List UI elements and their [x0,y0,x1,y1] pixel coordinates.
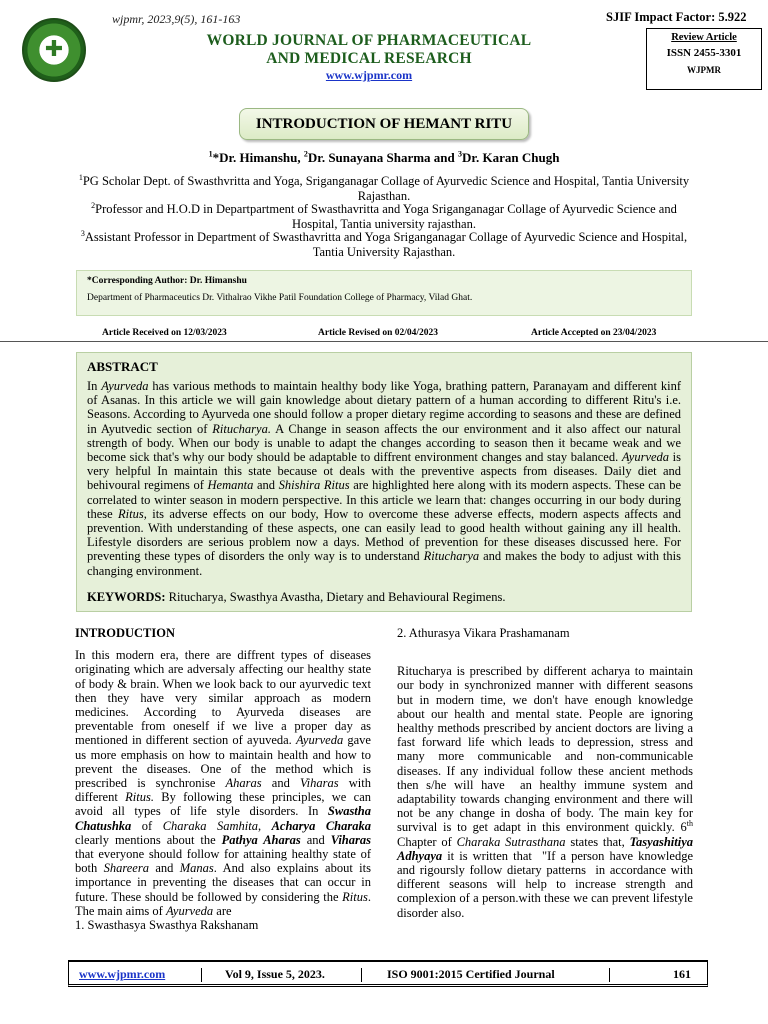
issn-box [646,28,762,90]
author-list [0,150,768,166]
footer-separator [361,968,362,982]
abstract-text: In Ayurveda has various methods to maintain healthy body like Yoga, brathing pattern, Paranayam and different kinf of Asanas. In this article we will gain knowledge about dietary pattern of a human according to different Ritu's i.e. Seasons. According to Ayurveda one should follow a proper dietary regime according to seasons and these are defined in Ayutvedic section of Ritucharya. A Change in season affects the our environment and it also affect our natural strength of body. When our body is unable to adapt the changes according to season then it became weak and we become sick that's why our body should be adaptable to diffrent environment changes and stay balanced. Ayurveda is very helpful In maintain this state because ot deals with the preventive aspects from diseases. Daily diet and behivoural regimens of Hemanta and Shishira Ritus are highlighted here along with its modern aspects. These can be correlated to winter season in modern perspective. In this article we learn that: changes occurring in our body during these Ritus, its adverse effects on our body, How to overcome these adverse effects, modern aspects affects and prevention. With understanding of these aspects, one can easily lead to good health without gaining any ill health. Lifestyle disorders are serious problem now a days. Method of prevention for these diseases discussed here. For preventing these types of disorders the only way is to understand Ritucharya and makes the body to adjust with this changing environment. [87,379,682,578]
issn: ISSN 2455-3301 [666,47,742,59]
author-1: *Dr. Himanshu, [212,150,304,165]
keywords [87,590,681,605]
footer-volume: Vol 9, Issue 5, 2023. [225,967,325,981]
page-footer [68,960,708,987]
footer-page-number: 161 [673,967,691,981]
affiliation-3-sup: 3 [80,228,85,238]
author-2-sup: 2 [303,149,308,159]
footer-separator [201,968,202,982]
right-column [397,626,693,920]
affiliation-3 [76,230,692,259]
affiliation-2 [76,202,692,231]
affiliation-2-sup: 2 [91,200,96,210]
paper-title: INTRODUCTION OF HEMANT RITU [239,108,529,140]
affiliation-3-text: Assistant Professor in Department of Swasthavritta and Yoga Sriganganagar Collage of Ayurvedic Science and Hospital, Tantia University Rajasthan. [84,230,688,259]
introduction-paragraph: In this modern era, there are diffrent types of diseases originating which are adversaly affecting our healthy state of body & brain. When we look back to our ayurvedic text then they have very similar approach as modern medicines. According to Ayurveda diseases are preventable from oneself if we live a proper day as mentioned in different section of ayuveda. Ayurveda gave us more emphasis on how to maintain health and how to prevent the diseases. One of the method which is prescribed is synchronise Aharas and Viharas with different Ritus. By following these principles, we can avoid all types of life style disorders. In Swastha Chatushka of Charaka Samhita, Acharya Charaka clearly mentions about the Pathya Aharas and Viharas that everyone should follow for attaining healthy state of both Shareera and Manas. And also explains about its importance in preventing the diseases that can occur in future. These should be followed by considering the Ritus. The main aims of Ayurveda are [75,648,372,918]
header-divider [0,341,768,342]
corresponding-author-box [76,270,692,316]
author-3: Dr. Karan Chugh [462,150,560,165]
sjif-impact-factor: SJIF Impact Factor: 5.922 [606,10,747,24]
affiliation-1-sup: 1 [78,172,83,182]
keywords-list: Ritucharya, Swasthya Avastha, Dietary and Behavioural Regimens. [165,589,506,604]
journal-title [170,32,568,68]
ritucharya-paragraph: Ritucharya is prescribed by different acharya to maintain our body in synchronized manner with different seasons but in modern time, we don't have enough knowledge about our health and mental state. People are ignoring healthy methods prescribed by ancient doctors are living a fast forward life which leads to depression, stress and many more communicable and non-communicable diseases. If any individual follow these ancient methods then s/he will have an healthy immune system and adaptability towards changing environment and there will not be any change in dosha of body. The main key for survival is to get adapt in this environment quickly. 6th Chapter of Charaka Sutrasthana states that, Tasyashitiya Adhyaya it is written that "If a person have knowledge and rigoursly follow dietary patterns in accordance with different seasons will help to increase strength and complexion of a person.with these we can prevent lifestyle disorder also. [397,664,693,920]
aim-item-2: 2. Athurasya Vikara Prashamanam [397,626,570,640]
introduction-heading: INTRODUCTION [75,626,176,640]
left-column [75,626,371,932]
corresponding-author-dept: Department of Pharmaceutics Dr. Vithalrao Vikhe Patil Foundation College of Pharmacy, Vilad Ghat. [87,293,473,303]
journal-abbr: WJPMR [687,65,721,75]
article-type: Review Article [671,32,737,43]
author-1-sup: 1 [208,149,213,159]
affiliation-1 [76,174,692,203]
keywords-label: KEYWORDS: [87,589,166,604]
footer-iso: ISO 9001:2015 Certified Journal [387,967,555,981]
footer-url-link[interactable]: www.wjpmr.com [79,967,166,981]
date-revised: Article Revised on 02/04/2023 [318,328,439,338]
author-2: Dr. Sunayana Sharma and [307,150,459,165]
affiliation-1-text: PG Scholar Dept. of Swasthvritta and Yoga, Sriganganagar Collage of Ayurvedic Science and Hospital, Tantia University Rajasthan. [82,174,690,203]
journal-url-link[interactable]: www.wjpmr.com [325,68,413,82]
journal-title-line2: AND MEDICAL RESEARCH [266,50,472,67]
aim-item-1: 1. Swasthasya Swasthya Rakshanam [75,918,259,933]
journal-title-line1: WORLD JOURNAL OF PHARMACEUTICAL [206,32,532,49]
abstract-box [76,352,692,612]
date-received: Article Received on 12/03/2023 [102,328,227,338]
date-accepted: Article Accepted on 23/04/2023 [531,328,657,338]
author-3-sup: 3 [458,149,463,159]
abstract-heading: ABSTRACT [87,359,158,374]
journal-logo [22,18,86,82]
footer-separator [609,968,610,982]
corresponding-author-label: *Corresponding Author: Dr. Himanshu [87,276,247,286]
affiliation-2-text: Professor and H.O.D in Departpartment of Swasthavritta and Yoga Sriganganagar Collage of Ayurvedic Science and Hospital, Tantia university rajasthan. [95,202,677,231]
citation: wjpmr, 2023,9(5), 161-163 [112,12,241,26]
